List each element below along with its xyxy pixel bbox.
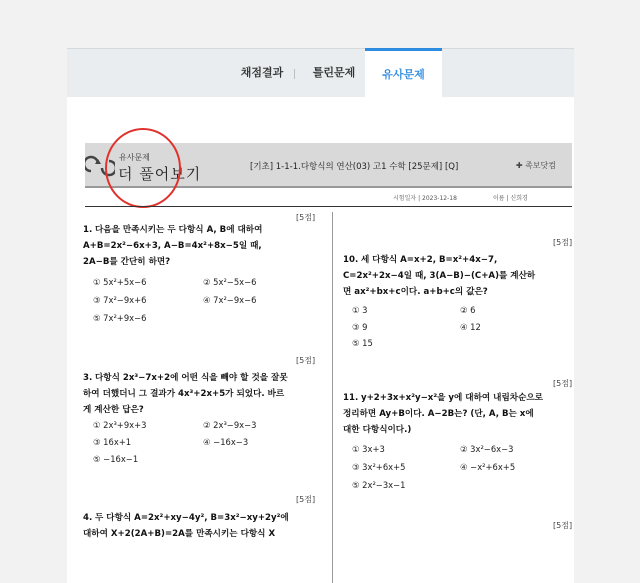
answer-option[interactable]: ③ 3x²+6x+5 [352, 462, 406, 472]
answer-option[interactable]: ④ −x²+6x+5 [460, 462, 516, 472]
publisher-name: 족보닷컴 [525, 161, 556, 170]
meta-divider [85, 206, 572, 207]
answer-option[interactable]: ④ 7x²−9x−6 [203, 295, 257, 305]
answer-option[interactable]: ② 6 [460, 305, 476, 315]
question-4[interactable] [83, 510, 323, 542]
question-text: C=2x²+2x−4일 때, 3(A−B)−(C+A)를 계산하 [343, 271, 536, 281]
publisher-logo [516, 160, 556, 171]
answer-option[interactable]: ④ 12 [460, 322, 481, 332]
question-10[interactable] [343, 252, 571, 300]
answer-option[interactable]: ② 2x³−9x−3 [203, 420, 257, 430]
question-points: [5점] [296, 495, 316, 504]
answer-option[interactable]: ① 5x²+5x−6 [93, 277, 147, 287]
question-number: 10. [343, 255, 359, 265]
answer-option[interactable]: ⑤ 2x²−3x−1 [352, 480, 406, 490]
question-number: 4. [83, 513, 93, 523]
tab-bar [67, 48, 574, 97]
tab-separator [294, 69, 295, 79]
question-text: 대하여 X+2(2A+B)=2A를 만족시키는 다항식 X [83, 529, 276, 539]
answer-option[interactable]: ① 3 [352, 305, 368, 315]
answer-option[interactable]: ⑤ −16x−1 [93, 454, 139, 464]
brand-title: 더 풀어보기 [118, 165, 202, 183]
question-number: 11. [343, 393, 359, 403]
answer-option[interactable]: ① 2x³+9x+3 [93, 420, 147, 430]
answer-option[interactable]: ④ −16x−3 [203, 437, 249, 447]
question-text: 세 다항식 A=x+2, B=x²+4x−7, [360, 255, 498, 265]
tab-wrong-questions[interactable]: 틀린문제 [312, 66, 356, 79]
question-text: 면 ax²+bx+c이다. a+b+c의 값은? [343, 287, 488, 297]
question-1[interactable] [83, 222, 323, 270]
worksheet-meta [85, 192, 572, 206]
question-points: [5점] [296, 213, 316, 222]
answer-option[interactable]: ② 5x²−5x−6 [203, 277, 257, 287]
exam-date: 시험일자 | 2023-12-18 [393, 195, 457, 202]
question-text: 대한 다항식이다.) [343, 425, 412, 435]
question-text: 두 다항식 A=2x²+xy−4y², B=3x²−xy+2y²에 [94, 513, 289, 523]
question-text: 2A−B를 간단히 하면? [83, 257, 171, 267]
question-points: [5점] [553, 521, 573, 530]
question-number: 3. [83, 373, 93, 383]
student-name: 이름 | 신희경 [493, 195, 528, 202]
question-text: 다항식 2x³−7x+2에 어떤 식을 빼야 할 것을 잘못 [94, 373, 288, 383]
question-text: 게 계산한 답은? [83, 405, 144, 415]
question-points: [5점] [553, 379, 573, 388]
question-points: [5점] [553, 238, 573, 247]
tab-grading-result[interactable]: 채점결과 [240, 66, 284, 79]
question-text: 정리하면 Ay+B이다. A−2B는? (단, A, B는 x에 [343, 409, 534, 419]
tab-similar-questions[interactable]: 유사문제 [365, 48, 442, 97]
column-divider [332, 212, 333, 583]
answer-option[interactable]: ⑤ 7x²+9x−6 [93, 313, 147, 323]
answer-option[interactable]: ② 3x²−6x−3 [460, 444, 514, 454]
answer-option[interactable]: ③ 16x+1 [93, 437, 132, 447]
question-text: 다음을 만족시키는 두 다항식 A, B에 대하여 [94, 225, 263, 235]
question-number: 1. [83, 225, 93, 235]
publisher-icon: ✚ [515, 161, 523, 170]
question-points: [5점] [296, 356, 316, 365]
brand-small-label: 유사문제 [119, 153, 150, 162]
answer-option[interactable]: ③ 9 [352, 322, 368, 332]
question-3[interactable] [83, 370, 323, 418]
question-11[interactable] [343, 390, 571, 438]
question-text: 하여 더했더니 그 결과가 4x³+2x+5가 되었다. 바르 [83, 389, 285, 399]
answer-option[interactable]: ⑤ 15 [352, 338, 373, 348]
answer-option[interactable]: ① 3x+3 [352, 444, 385, 454]
worksheet-title: [기초] 1-1-1.다항식의 연산(03) 고1 수학 [25문제] [Q] [250, 162, 459, 172]
answer-option[interactable]: ③ 7x²−9x+6 [93, 295, 147, 305]
question-text: A+B=2x²−6x+3, A−B=4x²+8x−5일 때, [83, 241, 262, 251]
question-text: y+2+3x+x²y−x²을 y에 대하여 내림차순으로 [360, 393, 543, 403]
